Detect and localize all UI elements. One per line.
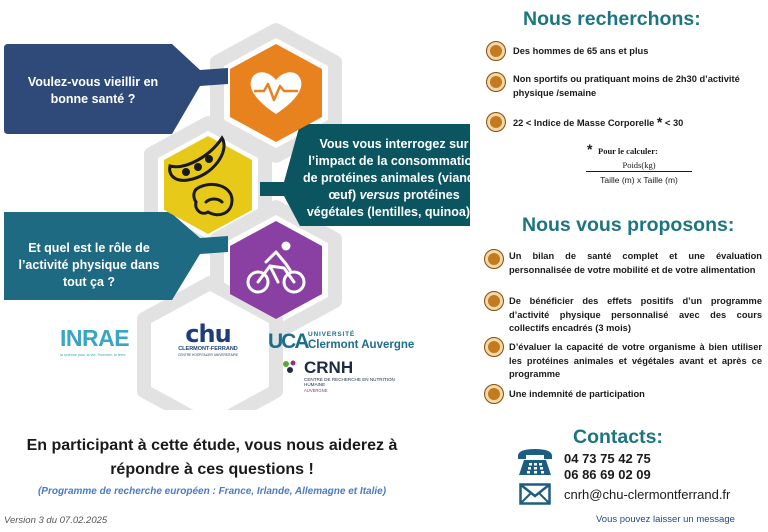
bullet-icon <box>486 72 506 92</box>
inrae-wordmark: INRAE <box>60 325 130 351</box>
offer-item-1: Un bilan de santé complet et une évaluation personnalisée de votre mobilité et de votre alimentation <box>509 251 762 275</box>
inrae-logo <box>60 325 150 357</box>
infographic <box>0 0 485 410</box>
version-label: Version 3 du 07.02.2025 <box>4 515 108 526</box>
chu-logo <box>168 320 248 357</box>
telephone-icon <box>516 447 554 477</box>
question-1-text: Voulez-vous vieillir en bonne santé ? <box>27 75 159 106</box>
offer-item-2: De bénéficier des effets positifs d’un programme d’activité physique personnalisé avec des cours collectifs encadrés (3 mois) <box>509 296 762 333</box>
bullet-icon <box>486 112 506 132</box>
program-note: (Programme de recherche européen : France, Irlande, Allemagne et Italie) <box>37 486 387 497</box>
crnh-subtitle <box>304 377 404 393</box>
bmi-numerator: Poids(kg) <box>622 160 656 170</box>
bullet-icon <box>484 337 504 357</box>
bmi-upper-bound: < 30 <box>664 118 684 128</box>
offer-item-3: D’évaluer la capacité de votre organisme à bien utiliser les protéines animales et végétales avant et après ce programme <box>509 342 762 379</box>
bullet-icon <box>484 384 504 404</box>
uca-mark: UCA <box>268 330 308 353</box>
search-title: Nous recherchons: <box>523 8 701 30</box>
main-message: En participant à cette étude, vous nous aiderez à répondre à ces questions ! <box>26 437 398 478</box>
question-2-emphasis: versus <box>359 188 400 202</box>
search-item-3 <box>513 116 763 131</box>
crnh-region: AUVERGNE <box>304 387 328 393</box>
bullet-icon <box>484 291 504 311</box>
crnh-wordmark: CRNH <box>304 358 354 377</box>
question-2-text <box>302 136 486 221</box>
offer-title: Nous vous proposons: <box>522 214 735 236</box>
crnh-symbol-icon <box>282 360 298 374</box>
bullet-icon <box>486 41 506 61</box>
bmi-formula-asterisk: * <box>587 141 593 157</box>
bmi-asterisk-inline: * <box>656 114 663 130</box>
phone-number-2[interactable]: 06 86 69 02 09 <box>564 467 651 482</box>
leave-message-note: Vous pouvez laisser un message <box>596 514 735 525</box>
uca-city: Clermont Auvergne <box>308 339 415 351</box>
question-3-text: Et quel est le rôle de l’activité physique dans tout ça ? <box>18 241 160 289</box>
phone-number-1[interactable]: 04 73 75 42 75 <box>564 451 651 466</box>
bullet-icon <box>484 249 504 269</box>
inrae-tagline: la science pour la vie, l’humain, la terre <box>60 353 126 357</box>
bmi-calc-label: Pour le calculer: <box>598 146 658 156</box>
chu-name: CLERMONT-FERRAND <box>178 346 238 352</box>
question-2-part-1: Vous vous interrogez sur l’impact de la consommation de protéines animales (viande, œuf) <box>302 137 485 202</box>
envelope-icon <box>519 483 551 505</box>
contacts-title: Contacts: <box>573 426 663 448</box>
search-item-2: Non sportifs ou pratiquant moins de 2h30 d’activité physique /semaine <box>513 74 740 98</box>
crnh-full-name: CENTRE DE RECHERCHE EN NUTRITION HUMAINE <box>304 377 395 388</box>
offer-item-4: Une indemnité de participation <box>509 389 645 399</box>
bmi-denominator: Taille (m) x Taille (m) <box>600 175 678 185</box>
search-item-1: Des hommes de 65 ans et plus <box>513 46 649 56</box>
bmi-fraction-line <box>586 171 692 172</box>
uca-university-label: UNIVERSITÉ <box>308 331 356 338</box>
chu-mark: chu <box>185 320 231 348</box>
chu-subtitle: CENTRE HOSPITALIER UNIVERSITAIRE <box>178 353 238 357</box>
bmi-label: 22 < Indice de Masse Corporelle <box>513 118 655 128</box>
question-2-part-2: protéines végétales (lentilles, quinoa) ? <box>306 188 482 219</box>
email-address[interactable]: cnrh@chu-clermontferrand.fr <box>564 487 731 502</box>
